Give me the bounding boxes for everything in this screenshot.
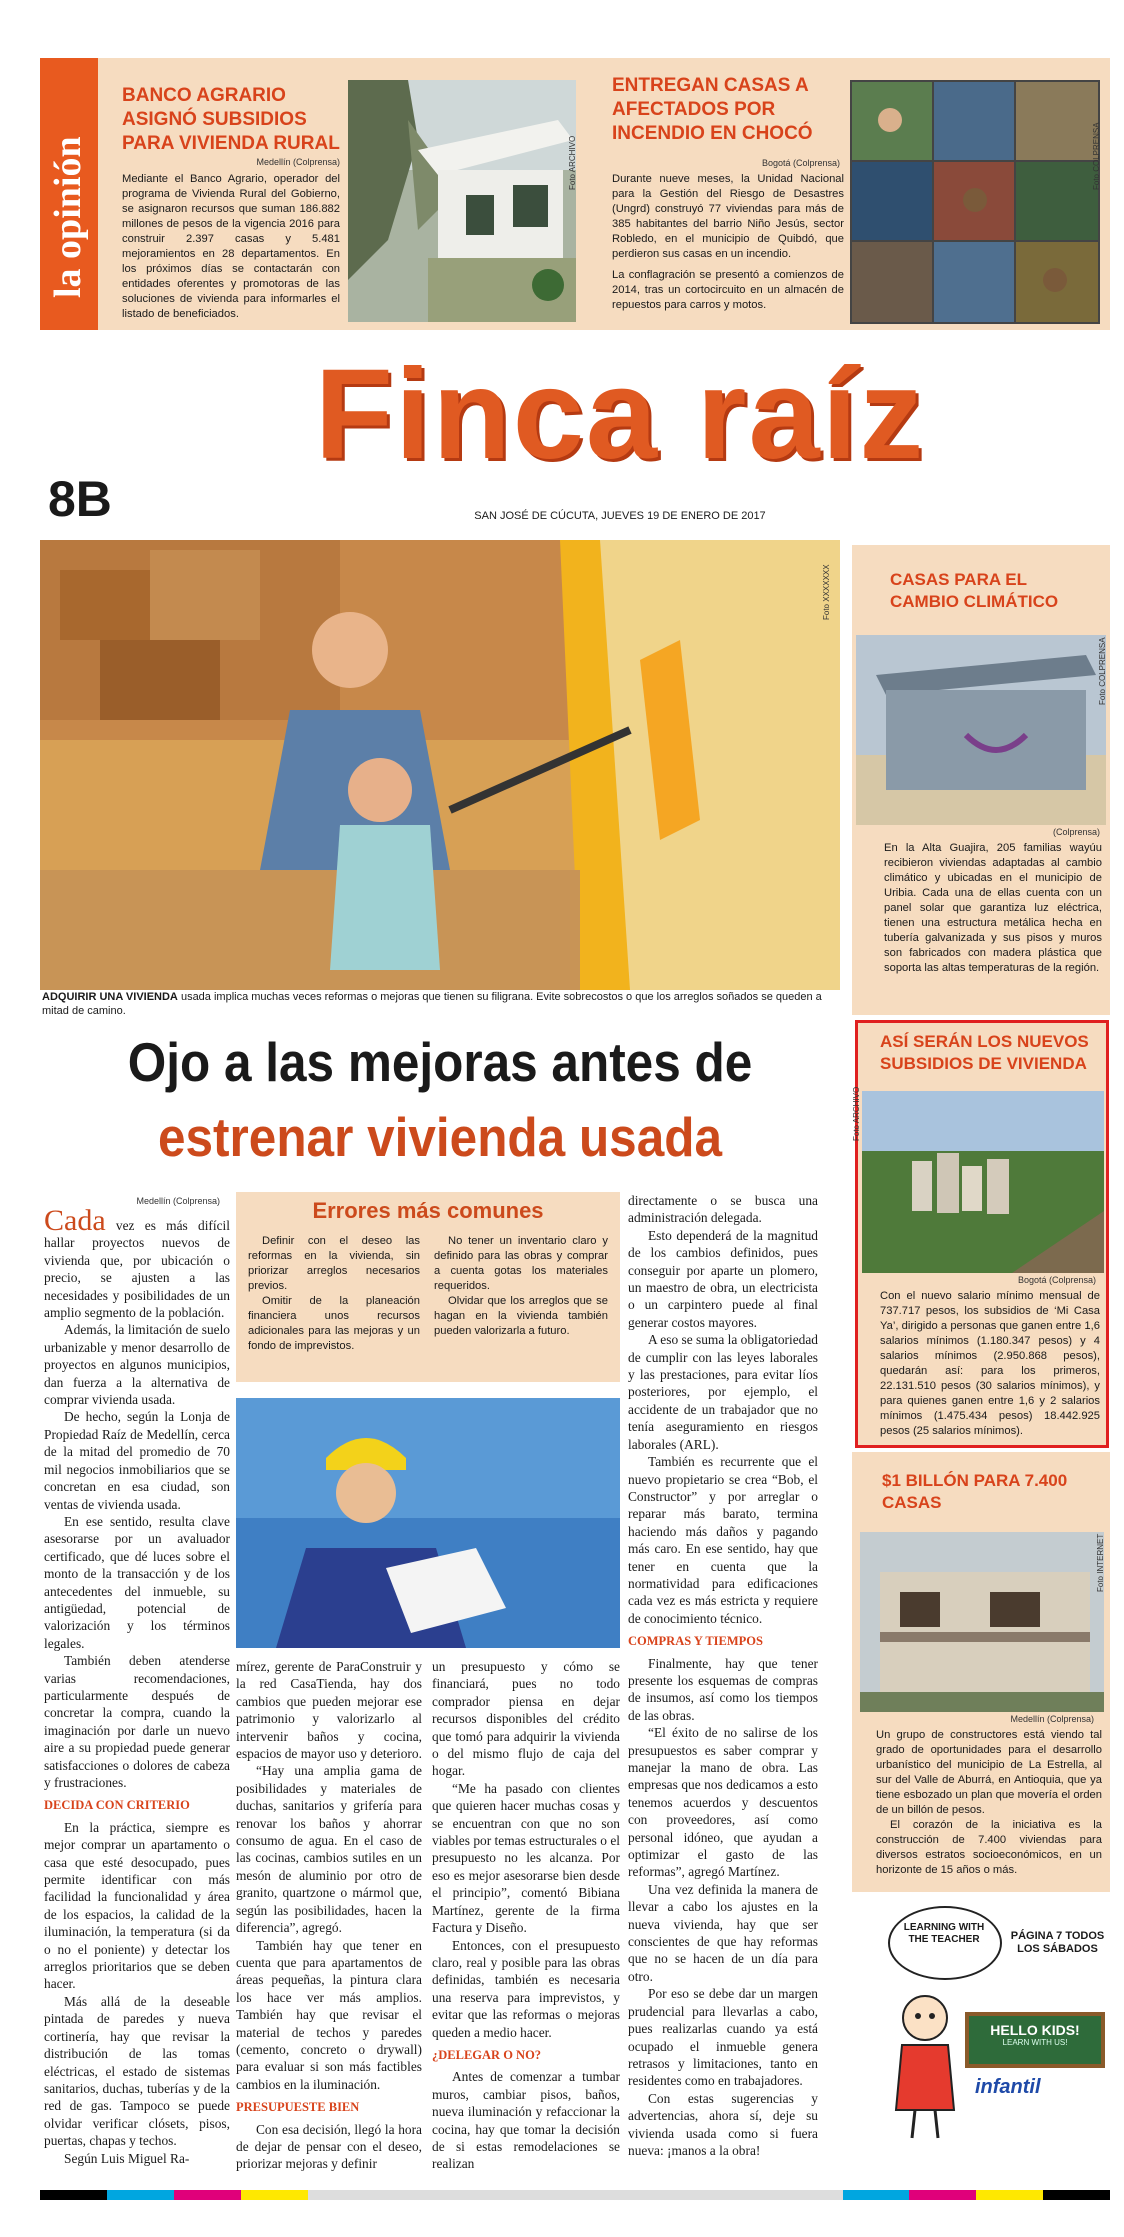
main-photo bbox=[40, 540, 840, 990]
errores-item: Definir con el deseo las reformas en la vivienda, sin priorizar arreglos necesarios previos. bbox=[248, 1235, 420, 1292]
sidebar-billion-body-1: Un grupo de constructores está viendo tal grado de oportunidades para el desarrollo urbanístico del municipio de La Estrella, al sur del Valle de Aburrá, en Antioquia, que ya tiene esbozado un plan que movería el orden de un billón de pesos. bbox=[876, 1729, 1102, 1816]
sidebar-subsidies-photo-credit: Foto ARCHIVO bbox=[852, 1086, 861, 1141]
promo-page-note: PÁGINA 7 TODOS LOS SÁBADOS bbox=[1010, 1930, 1105, 1955]
sidebar-climate-photo-credit: Foto COLPRENSA bbox=[1098, 637, 1107, 705]
worker-photo bbox=[236, 1398, 620, 1648]
article-paragraph: Una vez definida la manera de llevar a cabo los ajustes en la nueva vivienda, hay que ser conscientes de que hay reformas que no se hacen de un día para otro. bbox=[628, 1881, 818, 1984]
errores-item: No tener un inventario claro y definido para las obras y comprar a cuenta gotas los materiales requeridos. bbox=[434, 1235, 608, 1292]
section-tab-label: la opinión bbox=[47, 136, 89, 298]
main-photo-credit: Foto XXXXXXX bbox=[822, 564, 831, 620]
article-column-4 bbox=[628, 1192, 818, 2159]
main-headline-line-1: Ojo a las mejoras antes de bbox=[127, 1031, 753, 1093]
teacher-cartoon bbox=[890, 1990, 960, 2140]
article-paragraph: También es recurrente que el nuevo propietario se crea “Bob, el Constructor” y por arreglar o reparar más barato, termina haciendo más daños y pagando más caro. En ese sentido, hay que tener en cuenta que la normatividad para edificaciones cada vez es más estricta y requiere de conocimiento técnico. bbox=[628, 1454, 818, 1626]
top-left-body: Mediante el Banco Agrario, operador del programa de Vivienda Rural del Gobierno, se asignaron recursos que suman 186.882 millones de pesos de la vigencia 2016 para construir 2.397 casas y 5.481 mejoramientos en 28 departamentos. En los próximos días se contactarán con entidades oferentes y promotoras de las soluciones de vivienda para informarles el listado de beneficiados. bbox=[122, 173, 340, 320]
page-number: 8B bbox=[48, 471, 112, 527]
article-paragraph: “Hay una amplia gama de posibilidades y materiales de duchas, sanitarios y grifería para renovar los baños y ahorrar consumo de agua. En el caso de las cocinas, cambios sutiles en un mesón de aluminio por otro de granito, quartzone o mármol que, según las posibilidades, hacen la diferencia”, agregó. bbox=[236, 1763, 422, 1936]
article-paragraph: Por eso se debe dar un margen prudencial para llevarlas a cabo, pues realizarlas cuando ya está ocupado el inmueble genera retrasos y limitaciones, tanto en residentes como en trabajadores. bbox=[628, 1986, 818, 2089]
promo-board: HELLO KIDS! bbox=[990, 2022, 1080, 2038]
article-paragraph: mírez, gerente de ParaConstruir y la red CasaTienda, hay dos cambios que pueden mejorar ese patrimonio y valorizarlo al intervenir baños y cocina, espacios de mayor uso y deterioro. bbox=[236, 1659, 422, 1762]
sidebar-billion-body-2: El corazón de la iniciativa es la construcción de 7.400 viviendas para diversos estratos socioeconómicos, en un horizonte de 15 años o más. bbox=[876, 1819, 1102, 1876]
article-column-2 bbox=[236, 1658, 422, 2173]
top-right-photo-credit: Foto COLPRENSA bbox=[1092, 122, 1101, 190]
caption-rest: usada implica muchas veces reformas o mejoras que tienen su filigrana. Evite sobrecostos o que los arreglos soñados se queden a mitad de camino. bbox=[42, 991, 822, 1017]
subhead-decida: DECIDA CON CRITERIO bbox=[44, 1798, 190, 1813]
article-paragraph: “El éxito de no salirse de los presupuestos es saber comprar y manejar la mano de obra. Las empresas que nos dedicamos a esto tenemos acuerdos y descuentos con proveedores, así como personal idóneo, que ayudan a optimizar el gasto de las reformas”, agregó Martínez. bbox=[628, 1725, 818, 1880]
article-paragraph: Además, la limitación de suelo urbanizable y menor desarrollo de proyectos en algunos municipios, dan fuerza a la alternativa de comprar vivienda usada. bbox=[44, 1322, 230, 1408]
article-paragraph: A eso se suma la obligatoriedad de cumplir con las leyes laborales y las prestaciones, para evitar líos posteriores, por ejemplo, el accidente de un trabajador que no tenía aseguramiento en riesgos laborales (ARL). bbox=[628, 1332, 818, 1452]
sidebar-climate-headline: CASAS PARA EL CAMBIO CLIMÁTICO bbox=[890, 570, 1059, 611]
sidebar-climate-dateline: (Colprensa) bbox=[1052, 827, 1100, 837]
top-right-body-2: La conflagración se presentó a comienzos de 2014, tras un cortocircuito en un almacén de repuestos para carros y motos. bbox=[612, 269, 844, 311]
article-paragraph: También hay que tener en cuenta que para apartamentos de áreas pequeñas, la pintura clara los hace ver más amplios. También hay que revisar el material de techos y paredes (cemento, concreto o drywall) para evaluar si son más factibles cambios en la iluminación. bbox=[236, 1937, 422, 2092]
article-paragraph: Según Luis Miguel Ra- bbox=[64, 2150, 190, 2166]
sidebar-subsidies bbox=[852, 1020, 1109, 1448]
article-dropcap: Cada bbox=[44, 1204, 106, 1237]
sidebar-climate-body: En la Alta Guajira, 205 familias wayúu recibieron viviendas adaptadas al cambio climático y ubicadas en el municipio de Uribia. Cada una de ellas cuenta con un panel solar que garantiza luz eléctrica, tienen una estructura metálica hecha en tubería galvanizada y sus pisos y muros son fabricados con madera plástica que soporta las altas temperaturas de la región. bbox=[884, 842, 1102, 974]
aerial-housing-photo bbox=[852, 1086, 1104, 1273]
article-paragraph: Con estas sugerencias y advertencias, ahora sí, deje su vivienda usada como si fuera nueva: ¡manos a la obra! bbox=[628, 2090, 818, 2158]
main-photo-caption bbox=[42, 990, 842, 1018]
sidebar-subsidies-body: Con el nuevo salario mínimo mensual de 737.717 pesos, los subsidios de ‘Mi Casa Ya’, dirigido a personas que ganen entre 1,6 salarios mínimos (1.180.347 pesos) y 4 salarios mínimos (2.950.868 pesos), quedarán así: para los primeros, 22.131.510 pesos (30 salarios mínimos), y para quienes ganen entre 1,6 y 2 salarios mínimos (1.475.434 pesos) 18.442.925 pesos (25 salarios mínimos). bbox=[880, 1290, 1100, 1437]
choco-collage-photo bbox=[850, 80, 1100, 324]
sidebar-climate bbox=[852, 545, 1110, 1015]
sidebar-billion-photo-credit: Foto INTERNET bbox=[1096, 1533, 1105, 1592]
article-paragraph: un presupuesto y cómo se financiará, pues no todo comprador piensa en dejar recursos disponibles del crédito que tomó para adquirir la vivienda o del mismo flujo de caja del hogar. bbox=[432, 1659, 620, 1779]
sidebar-billion bbox=[852, 1452, 1110, 1892]
top-left-headline: BANCO AGRARIO ASIGNÓ SUBSIDIOS PARA VIVIENDA RURAL bbox=[122, 85, 340, 154]
errores-item: Olvidar que los arreglos que se hagan en la vivienda también pueden valorizarla a futuro. bbox=[434, 1295, 608, 1337]
sidebar-subsidies-headline: ASÍ SERÁN LOS NUEVOS SUBSIDIOS DE VIVIENDA bbox=[880, 1032, 1089, 1073]
article-paragraph: De hecho, según la Lonja de Propiedad Raíz de Medellín, cerca de la mitad del promedio de 70 mil negocios inmobiliarios que se concretan en esa ciudad, son ventas de vivienda usada. bbox=[44, 1409, 230, 1512]
estrella-house-photo bbox=[860, 1532, 1104, 1712]
errores-title: Errores más comunes bbox=[312, 1198, 544, 1223]
article-paragraph: En la práctica, siempre es mejor comprar un apartamento o casa que esté desocupado, pues permite identificar con más facilidad la funcionalidad y área de los espacios, la calidad de la iluminación, la temperatura (si da o no el poniente) y detectar los arreglos prioritarios que se deben hacer. bbox=[44, 1819, 230, 1992]
section-tab bbox=[40, 58, 98, 330]
top-right-headline: ENTREGAN CASAS A AFECTADOS POR INCENDIO EN CHOCÓ bbox=[612, 75, 813, 144]
article-paragraph: Esto dependerá de la magnitud de los cambios definidos, pues conseguir por aparte un plomero, un maestro de obra, un electricista o un carpintero puede al final generar costos mayores. bbox=[628, 1227, 818, 1330]
promo-board-sub: LEARN WITH US! bbox=[1002, 2038, 1068, 2047]
article-dateline: Medellín (Colprensa) bbox=[136, 1196, 220, 1206]
subhead-compras: COMPRAS Y TIEMPOS bbox=[628, 1634, 763, 1649]
article-paragraph: Entonces, con el presupuesto claro, real y posible para las obras definidas, también es necesaria una reserva para imprevistos, y evitar que las reformas o mejoras queden a medio hacer. bbox=[432, 1937, 620, 2040]
rural-house-photo bbox=[348, 80, 576, 322]
masthead-dateline: SAN JOSÉ DE CÚCUTA, JUEVES 19 DE ENERO DE 2017 bbox=[474, 510, 766, 522]
chalkboard bbox=[965, 2012, 1105, 2068]
top-left-photo-credit: Foto ARCHIVO bbox=[568, 135, 577, 190]
top-left-dateline: Medellín (Colprensa) bbox=[256, 157, 340, 167]
article-paragraph: Antes de comenzar a tumbar muros, cambiar pisos, baños, nueva iluminación y refaccionar la cocina, hay que tomar la decisión de si estas remodelaciones se realizan bbox=[432, 2069, 620, 2172]
article-paragraph: Finalmente, hay que tener presente los esquemas de compras de insumos, así como los tiempos de las obras. bbox=[628, 1655, 818, 1723]
caption-lead: ADQUIRIR UNA VIVIENDA bbox=[42, 991, 178, 1003]
article-column-1 bbox=[44, 1204, 230, 2167]
sidebar-billion-headline: $1 BILLÓN PARA 7.400 CASAS bbox=[882, 1471, 1068, 1512]
sidebar-billion-dateline: Medellín (Colprensa) bbox=[1010, 1714, 1094, 1724]
sidebar-subsidies-dateline: Bogotá (Colprensa) bbox=[1017, 1275, 1096, 1285]
article-paragraph: Con esa decisión, llegó la hora de dejar de pensar con el deseo, priorizar mejoras y definir bbox=[236, 2121, 422, 2172]
subhead-delegar: ¿DELEGAR O NO? bbox=[432, 2047, 542, 2062]
main-headline-line-2: estrenar vivienda usada bbox=[157, 1106, 723, 1168]
article-paragraph: directamente o se busca una administración delegada. bbox=[628, 1193, 818, 1226]
masthead-title: Finca raíz bbox=[314, 343, 926, 486]
subhead-presupueste: PRESUPUESTE BIEN bbox=[236, 2100, 360, 2115]
article-paragraph: También deben atenderse varias recomendaciones, particularmente después de concretar la compra, cuando la imaginación por darle un nuevo aire a su propiedad puede generar satisfacciones o dolores de cabeza y frustraciones. bbox=[44, 1653, 230, 1790]
errores-box bbox=[236, 1192, 620, 1382]
registration-color-bar bbox=[40, 2190, 1110, 2200]
errores-item: Omitir de la planeación financiera unos recursos adicionales para las mejoras y un fondo de imprevistos. bbox=[248, 1295, 420, 1352]
article-paragraph: En ese sentido, resulta clave asesorarse por un avaluador certificado, que dé luces sobre el monto de la transacción y de los antecedentes del inmueble, su antigüedad, potencial de valorización y los términos legales. bbox=[44, 1513, 230, 1651]
top-right-body-1: Durante nueve meses, la Unidad Nacional para la Gestión del Riesgo de Desastres (Ungrd) construyó 77 viviendas para más de 385 habitantes del barrio Niño Jesús, sector Robledo, en el municipio de Quibdó, que perdieron sus casas en un incendio. bbox=[612, 173, 844, 260]
article-lead: vez es más difícil hallar proyectos nuevos de vivienda que, por ubicación o precio, se ajusten a las necesidades y posibilidades de un amplio segmento de la población. bbox=[44, 1218, 230, 1321]
promo-bubble: LEARNING WITH THE TEACHER bbox=[903, 1922, 985, 1945]
article-paragraph: “Me ha pasado con clientes que quieren hacer muchas cosas y se encuentran con que no son viables por temas estructurales o el presupuesto no les alcanza. Por eso es mejor asesorarse bien desde el principio”, comentó Bibiana Martínez, gerente de la firma Factura y Diseño. bbox=[432, 1780, 620, 1936]
promo-brand: infantil bbox=[975, 2076, 1041, 2098]
kids-promo[interactable] bbox=[880, 1900, 1110, 2160]
top-right-dateline: Bogotá (Colprensa) bbox=[761, 158, 840, 168]
climate-house-photo bbox=[856, 635, 1106, 825]
article-column-3 bbox=[432, 1658, 620, 2173]
article-paragraph: Más allá de la deseable pintada de paredes y nueva cortinería, hay que revisar la distribución de las tomas eléctricas, el estado de sistemas sanitarios, duchas, tuberías y de la red de gas. Tampoco se puede olvidar verificar clósets, pisos, puertas, chapas y techos. bbox=[44, 1993, 230, 2149]
